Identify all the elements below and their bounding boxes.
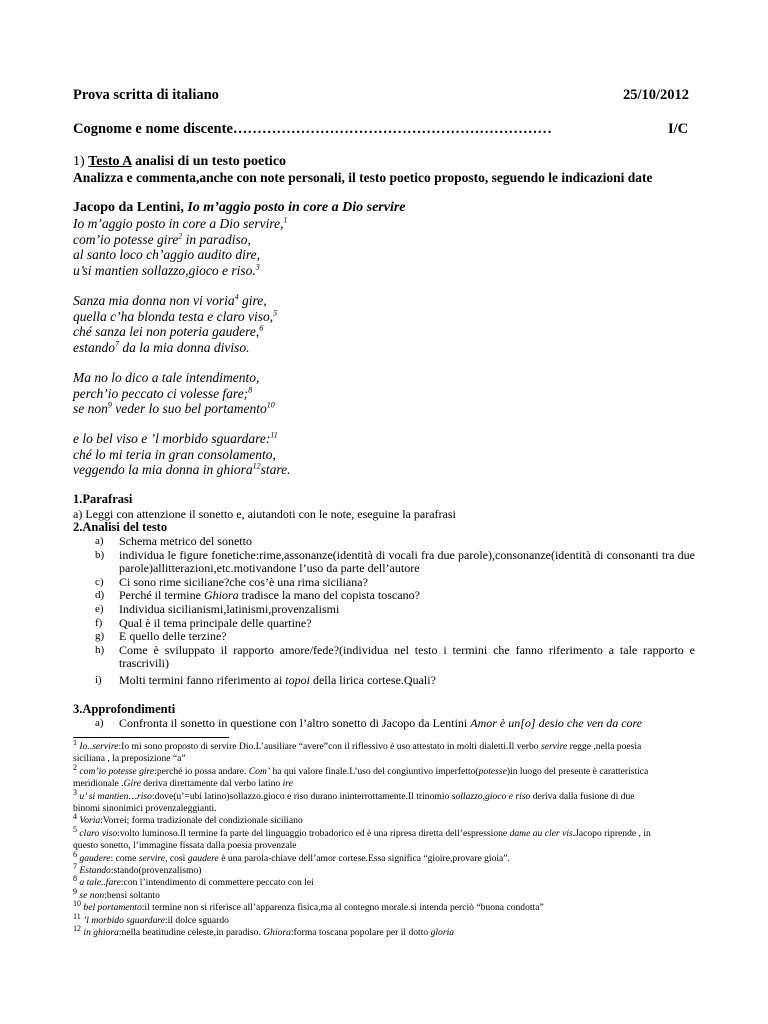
footnote-text: siciliana , la preposizione “a” [73,753,186,765]
footnote-text: Io..servire [79,741,119,752]
parafrasi-instruction: a) Leggi con attenzione il sonetto e, aiutandoti con le note, eseguine la parafrasi [73,507,456,521]
footnote-text: :stando(provenzalismo) [110,865,202,877]
footnote-line [73,778,695,790]
list-item: e) Individua sicilianismi,latinismi,provenzalismi [95,601,340,616]
footnote-text: ha qui valore finale.L’uso del congiuntivo imperfetto( [270,765,479,777]
footnote-ref: 2 [178,231,183,240]
footnote-line [73,787,695,803]
footnote-text: .Jacopo riprende , in [572,827,651,839]
footnote-number: 7 [73,861,77,871]
section-approfondimenti-title: 3.Approfondimenti [73,702,176,716]
footnote-ref: 11 [270,430,278,440]
analisi-list [95,535,695,688]
footnote-text: servire [540,741,568,752]
poem-line: estando$^7$ da la mia donna diviso. [73,339,250,355]
footnote-number: 9 [73,886,77,896]
name-field-label: Cognome e nome discente………………………………………………………… [73,121,552,137]
list-item: h) Come è sviluppato il rapporto amore/fede?(individua nel testo i termini che fanno riferimento a tale rapporto e trascrivili) [95,642,695,671]
exam-title: Prova scritta di italiano [73,87,219,103]
footnote-text: ’l morbido sguardare [83,914,166,926]
footnote-text: sollazzo,gioco e riso [451,790,531,802]
footnote-text: deriva dalla fusione di due [530,790,635,802]
footnote-line [73,737,695,753]
footnote-text: :il dolce sguardo [165,914,229,926]
poem-line: al santo loco ch’aggio audito dire, [73,247,260,262]
footnote-line [73,911,695,927]
footnote-number: 12 [73,923,81,933]
task-instructions: Analizza e commenta,anche con note personali, il testo poetico proposto, seguendo le indicazioni date [73,170,653,185]
footnote-text: Ghiora [263,927,291,939]
footnote-text: :volto luminoso.Il termine fa parte del linguaggio trobadorico ed è una ripresa diretta dell’espressione [117,827,510,839]
poem-line: Sanza mia donna non vi voria$^4$ gire, [73,292,267,308]
section-parafrasi-title: 1.Parafrasi [73,492,133,506]
footnotes [73,737,695,940]
footnote-text: :bensì soltanto [104,889,160,901]
footnote-line [73,762,695,778]
footnote-line [73,753,695,765]
footnote-text: gaudere [187,852,219,864]
footnote-text: :dove(u’=ubi latino)sollazzo.gioco e riso durano ininterrottamente.Il trinomio [151,790,452,802]
footnote-text: Voria [79,815,101,827]
poem-line: perch’io peccato ci volesse fare;$^8$ [73,385,253,401]
footnote-text: è una parola-chiave dell’amor cortese.Essa significa “gioire,provare gioia”. [218,852,510,864]
poem-line: u’si mantien sollazzo,gioco e riso.$^3$ [73,262,260,278]
footnote-text: :il termine non si riferisce all’apparenza fisica,ma al contegno morale.si intenda perciò “buona condotta” [141,902,544,914]
footnote-separator [73,737,229,738]
footnote-line [73,874,695,889]
poem-author: Jacopo da Lentini, [73,200,188,215]
footnote-text: in ghiora [83,927,119,939]
list-item: g) E quello delle terzine? [95,629,227,644]
footnote-text: :perché io possa andare. [154,765,249,777]
stanza-3 [73,370,275,417]
footnote-line [73,812,695,827]
stanza-4 [73,431,290,478]
footnote-line [73,923,695,939]
footnote-text: :con l’intendimento di commettere peccato con lei [120,877,314,889]
footnote-ref: 10 [266,400,275,410]
footnote-ref: 6 [259,323,264,333]
footnote-line [73,886,695,902]
footnote-text: servire, [138,852,168,864]
footnote-line [73,803,695,815]
footnote-ref: 4 [234,292,239,302]
footnote-ref: 1 [283,215,288,225]
poem-heading [73,200,406,216]
footnote-ref: 8 [248,385,253,394]
task-subtitle: analisi di un testo poetico [131,154,287,169]
footnote-text: com’io potesse gire [79,765,155,777]
footnote-text: :Vorrei; forma tradizionale del condizionale siciliano [100,815,303,827]
footnote-text: dame au cler vis [509,827,573,839]
footnote-text: :nella beatitudine celeste,in paradiso. [118,927,264,939]
footnote-number: 10 [73,899,81,909]
footnote-number: 2 [73,762,77,772]
stanza-2 [73,293,277,355]
list-item: b) individua le figure fonetiche:rime,assonanze(identità di vocali fra due parole),consonanze(identità di consonanti tra due parole)allitterazioni,etc.motivandone l’uso da parte dell’autore [95,547,695,576]
footnote-text: Com’ [248,765,271,777]
footnote-ref: 7 [115,339,119,348]
poem-line: ché lo mi teria in gran consolamento, [73,446,276,462]
list-item: a) Schema metrico del sonetto [95,534,252,548]
footnote-number: 5 [73,824,77,834]
footnote-text: questo sonetto, l’immagine fissata dalla poesia provenzale [73,840,297,852]
poem-line: se non$^9$ veder lo suo bel portamento$^{10}$ [73,400,275,416]
footnote-text: gloria [430,927,455,939]
footnote-number: 3 [73,787,77,797]
poem-line: ché sanza lei non poteria gaudere,$^6$ [73,323,264,339]
poem-line: e lo bel viso e ’l morbido sguardare:$^{11}$ [73,430,278,446]
footnote-text: : come [110,852,139,864]
poem-line: veggendo la mia donna in ghiora$^{12}$stare. [73,461,291,477]
footnote-line [73,840,695,852]
footnote-text: così [167,852,188,864]
exam-date: 25/10/2012 [623,87,690,103]
footnote-text: deriva direttamente dal verbo latino [140,778,283,790]
footnote-ref: 5 [273,308,278,317]
footnote-number: 11 [73,911,81,921]
task-number: 1) [73,154,85,169]
poem-line: com’io potesse gire$^2$ in paradiso, [73,231,251,247]
footnote-text: claro viso [79,827,118,839]
footnote-text: a tale..fare [79,877,121,889]
poem-line: quella c’ha blonda testa e claro viso,$^5$ [73,308,278,324]
footnote-text: meridionale . [73,778,124,790]
footnote-text: Estando [79,865,111,877]
footnote-ref: 12 [252,461,261,471]
footnote-line [73,861,695,877]
list-item: i) Molti termini fanno riferimento ai topoi della lirica cortese.Quali? [95,672,436,687]
footnote-text: gaudere [79,852,111,864]
class-label: I/C [668,121,689,137]
footnote-line [73,849,695,865]
footnote-text: :Io mi sono proposto di servire Dio.L’ausiliare “avere”con il riflessivo è uso attestato in molti dialetti.Il verbo [118,741,541,752]
list-item: c) Ci sono rime siciliane?che cos’è una rima siciliana? [95,574,368,589]
section-analisi-title: 2.Analisi del testo [73,520,168,534]
poem-line: Ma no lo dico a tale intendimento, [73,370,260,385]
footnote-text: regge ,nella poesia [567,741,642,752]
poem-line: Io m’aggio posto in core a Dio servire,$^1$ [73,215,288,231]
list-item: f) Qual è il tema principale delle quartine? [95,615,312,630]
footnote-text: )in luogo del presente è caratteristica [506,765,649,777]
list-item: d) Perché il termine Ghiora tradisce la mano del copista toscano? [95,588,420,603]
footnote-line [73,824,695,840]
footnote-text: potesse [478,765,507,777]
footnote-number: 1 [73,737,77,747]
footnote-text: :forma toscana popolare per il dotto [290,927,431,939]
list-item: a) Confronta il sonetto in questione con l’altro sonetto di Jacopo da Lentini Amor è un[o] desio che ven da core [95,716,643,730]
footnote-ref: 3 [255,262,260,271]
testo-label: Testo A [88,154,132,169]
footnote-number: 4 [73,812,77,822]
footnote-ref: 9 [107,400,112,410]
task-heading [73,154,286,170]
footnote-text: bel portamento [83,902,142,914]
approfondimenti-list [95,717,695,731]
footnote-number: 8 [73,874,77,884]
footnote-text: se non [79,889,105,901]
footnote-text: ire [282,778,293,790]
footnote-number: 6 [73,849,77,859]
poem-title: Io m’aggio posto in core a Dio servire [187,200,406,215]
footnote-line [73,899,695,914]
footnote-text: binomi sinonimici provenzaleggianti. [73,803,217,815]
footnote-text: u’ si mantien…riso [79,790,152,802]
stanza-1 [73,216,287,278]
footnote-text: Gire [123,778,141,790]
